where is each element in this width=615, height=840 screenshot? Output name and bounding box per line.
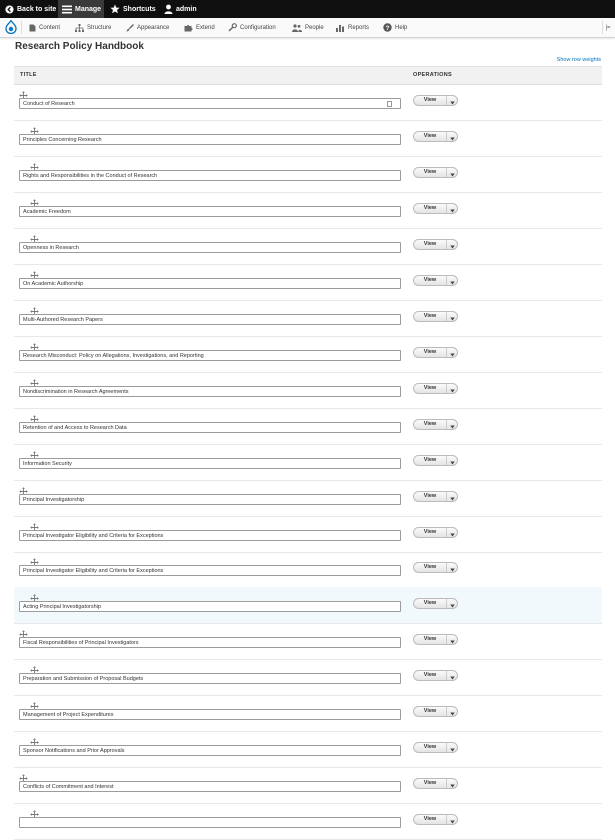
tray-people[interactable] — [292, 18, 324, 37]
help-icon — [383, 23, 392, 32]
operations-dropbutton — [413, 778, 458, 789]
operations-toggle[interactable] — [446, 348, 458, 357]
caret-down-icon — [450, 236, 455, 254]
table-row — [14, 803, 602, 840]
book-page-title: Multi-Authored Research Papers — [23, 317, 103, 323]
drag-handle-icon[interactable] — [30, 411, 39, 420]
book-page-title-field[interactable] — [19, 314, 401, 325]
drag-handle-icon[interactable] — [30, 231, 39, 240]
puzzle-icon — [184, 24, 193, 32]
operations-dropbutton — [413, 742, 458, 753]
shortcuts-label: Shortcuts — [123, 5, 156, 13]
table-row — [14, 120, 602, 157]
table-row — [14, 372, 602, 409]
tray-help-label: Help — [395, 24, 408, 31]
operations-toggle[interactable] — [446, 132, 458, 141]
operations-dropbutton — [413, 598, 458, 609]
tray-content-label: Content — [39, 24, 61, 31]
view-button[interactable]: View — [423, 816, 437, 822]
drupal-logo-icon[interactable] — [4, 20, 18, 34]
view-button[interactable]: View — [423, 457, 437, 463]
drag-handle-icon[interactable] — [30, 123, 39, 132]
operations-toggle[interactable] — [446, 599, 458, 608]
book-page-title-field[interactable] — [19, 530, 401, 541]
wrench-icon — [228, 23, 237, 32]
caret-down-icon — [450, 128, 455, 146]
book-page-title-field[interactable] — [19, 709, 401, 720]
table-row — [14, 300, 602, 337]
column-operations-header: OPERATIONS — [413, 72, 452, 78]
caret-down-icon — [450, 272, 455, 290]
table-row — [14, 228, 602, 265]
caret-down-icon — [450, 667, 455, 685]
book-page-title: Conduct of Research — [23, 101, 75, 107]
view-button[interactable]: View — [423, 277, 437, 283]
drag-handle-icon[interactable] — [30, 303, 39, 312]
operations-toggle[interactable] — [446, 240, 458, 249]
caret-down-icon — [450, 524, 455, 542]
drag-handle-icon[interactable] — [19, 626, 28, 635]
table-row — [14, 731, 602, 768]
view-button[interactable]: View — [423, 636, 437, 642]
operations-dropbutton — [413, 814, 458, 825]
tray-reports-label: Reports — [348, 24, 370, 31]
page-title: Research Policy Handbook — [15, 41, 144, 52]
column-title-header: TITLE — [20, 72, 37, 78]
drag-handle-icon[interactable] — [30, 734, 39, 743]
divider — [21, 21, 22, 34]
book-page-title: Openness in Research — [23, 245, 79, 251]
operations-dropbutton — [413, 706, 458, 717]
book-page-title: Principal Investigatorship — [23, 497, 85, 503]
caret-down-icon — [450, 164, 455, 182]
operations-toggle[interactable] — [446, 635, 458, 644]
operations-dropbutton — [413, 670, 458, 681]
tray-reports[interactable] — [336, 18, 369, 37]
drag-handle-icon[interactable] — [30, 195, 39, 204]
operations-dropbutton — [413, 167, 458, 178]
operations-toggle[interactable] — [446, 671, 458, 680]
view-button[interactable]: View — [423, 493, 437, 499]
table-row — [14, 551, 602, 588]
drag-handle-icon[interactable] — [30, 375, 39, 384]
view-button[interactable]: View — [423, 600, 437, 606]
drag-handle-icon[interactable] — [30, 519, 39, 528]
book-page-title: Acting Principal Investigatorship — [23, 604, 101, 610]
table-row — [14, 84, 602, 121]
view-button[interactable]: View — [423, 205, 437, 211]
caret-down-icon — [450, 595, 455, 613]
drag-handle-icon[interactable] — [30, 554, 39, 563]
view-button[interactable]: View — [423, 744, 437, 750]
orientation-toggle[interactable] — [602, 21, 613, 34]
book-page-title: Preparation and Submission of Proposal Budgets — [23, 676, 144, 682]
table-row — [14, 444, 602, 481]
menu-icon — [62, 4, 72, 14]
drag-handle-icon[interactable] — [30, 267, 39, 276]
operations-toggle[interactable] — [446, 168, 458, 177]
book-page-title-field[interactable] — [19, 494, 401, 505]
book-page-title-field[interactable] — [19, 637, 401, 648]
user-icon — [163, 4, 173, 14]
operations-toggle[interactable] — [446, 492, 458, 501]
book-page-title: Retention of and Access to Research Data — [23, 425, 127, 431]
tray-appearance[interactable] — [126, 18, 169, 37]
book-page-title-field[interactable] — [19, 601, 401, 612]
operations-toggle[interactable] — [446, 528, 458, 537]
operations-dropbutton — [413, 419, 458, 430]
table-row — [14, 408, 602, 445]
tray-structure-label: Structure — [87, 24, 112, 31]
drag-handle-icon[interactable] — [30, 698, 39, 707]
manage-label: Manage — [75, 5, 102, 13]
operations-dropbutton — [413, 347, 458, 358]
operations-dropbutton — [413, 275, 458, 286]
book-page-title: Information Security — [23, 461, 72, 467]
operations-dropbutton — [413, 383, 458, 394]
caret-down-icon — [450, 775, 455, 793]
caret-down-icon — [450, 200, 455, 218]
book-page-title-field[interactable] — [19, 673, 401, 684]
operations-toggle[interactable] — [446, 707, 458, 716]
book-page-title-field[interactable] — [19, 206, 401, 217]
drag-handle-icon[interactable] — [30, 447, 39, 456]
back-arrow-icon — [4, 4, 14, 14]
operations-toggle[interactable] — [446, 276, 458, 285]
operations-toggle[interactable] — [446, 779, 458, 788]
book-page-title: Nondiscrimination in Research Agreements — [23, 389, 129, 395]
book-page-title-field[interactable] — [19, 278, 401, 289]
operations-dropbutton — [413, 491, 458, 502]
tray-content[interactable] — [29, 18, 60, 37]
operations-dropbutton — [413, 239, 458, 250]
book-page-title: On Academic Authorship — [23, 281, 84, 287]
view-button[interactable]: View — [423, 169, 437, 175]
book-page-title-field[interactable] — [19, 134, 401, 145]
book-page-title-field[interactable] — [19, 98, 401, 109]
view-button[interactable]: View — [423, 421, 437, 427]
caret-down-icon — [450, 631, 455, 649]
orientation-icon: |= — [605, 24, 611, 31]
operations-dropbutton — [413, 562, 458, 573]
tray-help[interactable] — [383, 18, 407, 37]
book-page-title-field[interactable] — [19, 745, 401, 756]
drag-handle-icon[interactable] — [19, 770, 28, 779]
view-button[interactable]: View — [423, 780, 437, 786]
drag-handle-icon[interactable] — [19, 87, 28, 96]
operations-toggle[interactable] — [446, 743, 458, 752]
bar-chart-icon — [336, 24, 345, 32]
user-tab[interactable] — [163, 0, 197, 18]
drag-handle-icon[interactable] — [30, 590, 39, 599]
back-to-site-link[interactable] — [4, 0, 56, 18]
people-icon — [292, 24, 302, 32]
tray-extend-label: Extend — [196, 24, 215, 31]
book-page-title: Management of Project Expenditures — [23, 712, 114, 718]
tray-extend[interactable] — [184, 18, 215, 37]
view-button[interactable]: View — [423, 708, 437, 714]
book-page-title-field[interactable] — [19, 386, 401, 397]
field-widget-icon — [387, 101, 392, 107]
table-row — [14, 695, 602, 732]
view-button[interactable]: View — [423, 349, 437, 355]
drag-handle-icon[interactable] — [30, 339, 39, 348]
table-header — [14, 66, 602, 85]
tray-structure[interactable] — [75, 18, 111, 37]
star-icon — [110, 4, 120, 14]
operations-dropbutton — [413, 95, 458, 106]
sitemap-icon — [75, 24, 84, 32]
operations-toggle[interactable] — [446, 312, 458, 321]
book-page-title-field[interactable] — [19, 170, 401, 181]
operations-dropbutton — [413, 203, 458, 214]
operations-toggle[interactable] — [446, 563, 458, 572]
drag-handle-icon[interactable] — [30, 159, 39, 168]
book-page-title: Conflicts of Commitment and Interest — [23, 784, 114, 790]
table-row — [14, 264, 602, 301]
view-button[interactable]: View — [423, 385, 437, 391]
paintbrush-icon — [126, 24, 134, 32]
view-button[interactable]: View — [423, 133, 437, 139]
view-button[interactable]: View — [423, 97, 437, 103]
caret-down-icon — [450, 452, 455, 470]
book-page-title: Fiscal Responsibilities of Principal Investigators — [23, 640, 139, 646]
table-row — [14, 156, 602, 193]
caret-down-icon — [450, 739, 455, 757]
table-row — [14, 767, 602, 804]
back-to-site-label: Back to site — [17, 5, 57, 13]
view-button[interactable]: View — [423, 672, 437, 678]
manage-tab[interactable] — [58, 0, 104, 18]
caret-down-icon — [450, 416, 455, 434]
operations-dropbutton — [413, 527, 458, 538]
operations-toggle[interactable] — [446, 420, 458, 429]
admin-toolbar — [0, 0, 615, 18]
operations-toggle[interactable] — [446, 204, 458, 213]
tray-configuration-label: Configuration — [240, 24, 276, 31]
operations-dropbutton — [413, 634, 458, 645]
book-page-title: Academic Freedom — [23, 209, 71, 215]
caret-down-icon — [450, 380, 455, 398]
table-row — [14, 336, 602, 373]
book-page-title-field[interactable] — [19, 781, 401, 792]
book-page-title: Research Misconduct: Policy on Allegations, Investigations, and Reporting — [23, 353, 204, 359]
user-label: admin — [176, 5, 197, 13]
admin-tray — [0, 18, 615, 38]
book-page-title: Principal Investigator Eligibility and Criteria for Exceptions — [23, 533, 164, 539]
operations-dropbutton — [413, 455, 458, 466]
shortcuts-tab[interactable] — [110, 0, 156, 18]
view-button[interactable]: View — [423, 241, 437, 247]
caret-down-icon — [450, 703, 455, 721]
book-page-title-field[interactable] — [19, 458, 401, 469]
book-page-title: Principal Investigator Eligibility and Criteria for Exceptions — [23, 568, 164, 574]
table-row — [14, 516, 602, 553]
view-button[interactable]: View — [423, 564, 437, 570]
table-row — [14, 587, 602, 624]
book-page-title-field[interactable] — [19, 242, 401, 253]
show-row-weights-link[interactable]: Show row weights — [556, 57, 601, 63]
caret-down-icon — [450, 344, 455, 362]
svg-text:?: ? — [385, 24, 390, 32]
operations-toggle[interactable] — [446, 96, 458, 105]
view-button[interactable]: View — [423, 529, 437, 535]
table-row — [14, 623, 602, 660]
drag-handle-icon[interactable] — [30, 806, 39, 815]
tray-people-label: People — [305, 24, 324, 31]
operations-dropbutton — [413, 131, 458, 142]
tray-configuration[interactable] — [228, 18, 276, 37]
book-page-title-field[interactable] — [19, 565, 401, 576]
operations-toggle[interactable] — [446, 384, 458, 393]
book-page-title-field[interactable] — [19, 350, 401, 361]
tray-appearance-label: Appearance — [137, 24, 170, 31]
operations-dropbutton — [413, 311, 458, 322]
book-page-title-field[interactable] — [19, 422, 401, 433]
caret-down-icon — [450, 308, 455, 326]
table-row — [14, 659, 602, 696]
document-icon — [29, 24, 36, 32]
operations-toggle[interactable] — [446, 815, 458, 824]
caret-down-icon — [450, 811, 455, 829]
book-page-title: Rights and Responsibilities in the Conduct of Research — [23, 173, 158, 179]
drag-handle-icon[interactable] — [19, 483, 28, 492]
operations-toggle[interactable] — [446, 456, 458, 465]
book-page-title: Sponsor Notifications and Prior Approvals — [23, 748, 125, 754]
table-row — [14, 192, 602, 229]
caret-down-icon — [450, 559, 455, 577]
view-button[interactable]: View — [423, 313, 437, 319]
drag-handle-icon[interactable] — [30, 662, 39, 671]
caret-down-icon — [450, 488, 455, 506]
table-row — [14, 480, 602, 517]
caret-down-icon — [450, 92, 455, 110]
book-page-title: Principles Concerning Research — [23, 137, 102, 143]
